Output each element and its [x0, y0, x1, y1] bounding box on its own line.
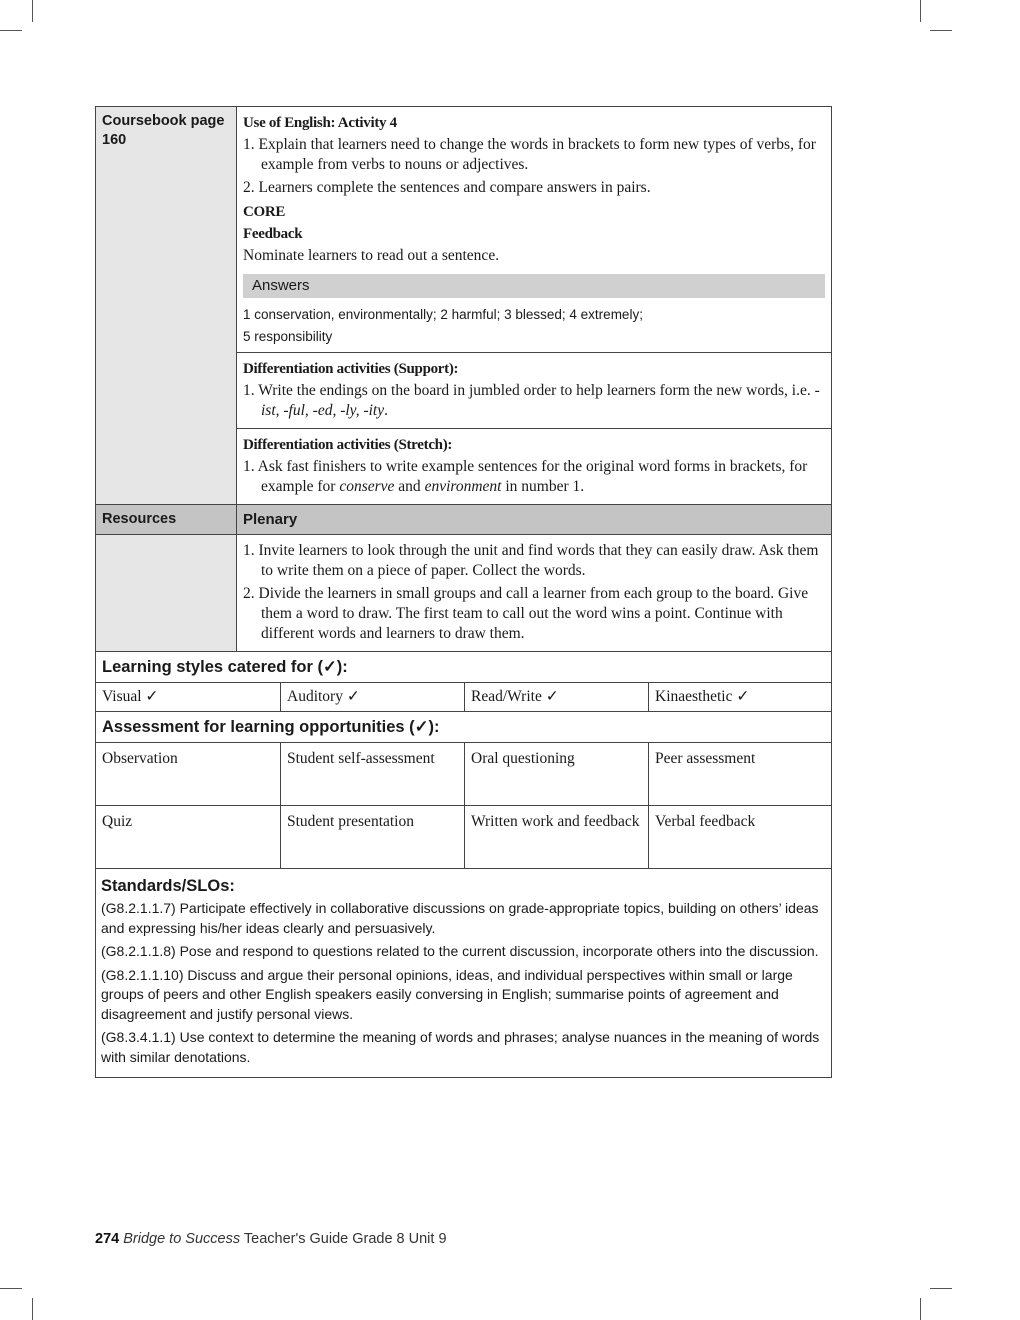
crop-mark [0, 1288, 22, 1289]
activity-step: 1. Explain that learners need to change the words in brackets to form new types of verbs, for example from verbs to nouns or adjectives. [243, 136, 816, 173]
crop-mark [0, 30, 22, 31]
learning-style-visual: Visual ✓ [102, 688, 159, 705]
plenary-row [96, 534, 831, 651]
learning-style-kinaesthetic: Kinaesthetic ✓ [648, 683, 831, 711]
footer-text: Teacher's Guide Grade 8 Unit 9 [240, 1231, 447, 1247]
core-label: CORE [243, 204, 286, 220]
support-block [237, 352, 831, 428]
crop-mark [930, 1288, 952, 1289]
crop-mark [32, 0, 33, 22]
answers-line: 5 responsibility [243, 329, 333, 344]
coursebook-label: Coursebook page 160 [96, 107, 237, 504]
plenary-item: 2. Divide the learners in small groups and call a learner from each group to the board. Give them a word to draw. The first team to call out the word wins a point. Continue with different words and learners to draw them. [243, 585, 809, 642]
standard-item: (G8.2.1.1.7) Participate effectively in collaborative discussions on grade-appropriate topics, building on others’ ideas and expressing his/her ideas clearly and persuasively. [101, 900, 819, 936]
standards-block [96, 869, 831, 1077]
learning-style-auditory: Auditory ✓ [280, 683, 464, 711]
plenary-label: Plenary [243, 511, 298, 528]
activity-title: Use of English: Activity 4 [243, 115, 397, 131]
crop-mark [920, 1298, 921, 1320]
activity-step: 2. Learners complete the sentences and compare answers in pairs. [243, 179, 651, 196]
assessment-cell: Written work and feedback [464, 806, 648, 868]
assessment-row [96, 742, 831, 805]
lesson-plan-table [95, 106, 832, 1078]
crop-mark [930, 30, 952, 31]
plenary-header-row [96, 504, 831, 534]
resources-label: Resources [96, 505, 237, 534]
feedback-text: Nominate learners to read out a sentence. [243, 247, 500, 264]
support-item [243, 381, 825, 421]
standard-item: (G8.2.1.1.8) Pose and respond to questions related to the current discussion, incorporate others into the discussion. [101, 943, 819, 959]
support-text: 1. Write the endings on the board in jumbled order to help learners form the new words, i.e. [243, 382, 815, 399]
assessment-title: Assessment for learning opportunities (✓): [102, 718, 440, 736]
crop-mark [32, 1298, 33, 1320]
activity-row [96, 107, 831, 504]
stretch-block [237, 428, 831, 504]
crop-mark [920, 0, 921, 22]
assessment-cell: Peer assessment [648, 743, 831, 805]
page-footer [95, 1231, 447, 1247]
standards-row [96, 868, 831, 1077]
assessment-cell: Observation [102, 750, 178, 767]
page-number: 274 [95, 1231, 120, 1247]
assessment-cell: Student presentation [280, 806, 464, 868]
stretch-word: conserve [339, 478, 395, 495]
support-suffix: . [384, 402, 388, 419]
activity-content [237, 107, 831, 504]
stretch-suffix: in number 1. [501, 478, 585, 495]
stretch-text: 1. Ask fast finishers to write example sentences for the original word forms in brackets, for example for [243, 458, 808, 495]
plenary-block [237, 535, 831, 651]
assessment-header [96, 711, 831, 742]
book-title: Bridge to Success [123, 1231, 241, 1247]
assessment-row [96, 805, 831, 868]
standard-item: (G8.2.1.1.10) Discuss and argue their personal opinions, ideas, and individual perspectives within small or large groups of peers and other English speakers easily conversing in English; summarise points of agreement and disagreement and justify personal views. [101, 966, 793, 1022]
plenary-content [237, 535, 831, 651]
answers-line: 1 conservation, environmentally; 2 harmful; 3 blessed; 4 extremely; [243, 307, 643, 322]
stretch-title: Differentiation activities (Stretch): [243, 437, 453, 453]
feedback-label: Feedback [243, 226, 303, 242]
stretch-word: environment [424, 478, 502, 495]
support-title: Differentiation activities (Support): [243, 361, 459, 377]
stretch-item [243, 457, 825, 497]
standards-title: Standards/SLOs: [101, 877, 235, 895]
answers-heading: Answers [243, 274, 825, 298]
assessment-cell: Verbal feedback [648, 806, 831, 868]
learning-styles-row [96, 682, 831, 711]
support-endings: -ist, -ful, -ed, -ly, -ity [261, 382, 820, 419]
assessment-cell: Oral questioning [464, 743, 648, 805]
resources-cell [96, 535, 237, 651]
standard-item: (G8.3.4.1.1) Use context to determine the meaning of words and phrases; analyse nuances in the meaning of words with similar denotations. [101, 1029, 820, 1065]
learning-styles-header [96, 651, 831, 682]
learning-styles-title: Learning styles catered for (✓): [102, 658, 348, 676]
plenary-item: 1. Invite learners to look through the unit and find words that they can easily draw. Ask them to write them on a piece of paper. Collect the words. [243, 542, 819, 579]
stretch-and: and [394, 478, 425, 495]
activity-block [237, 107, 831, 352]
assessment-cell: Student self-assessment [280, 743, 464, 805]
learning-style-readwrite: Read/Write ✓ [464, 683, 648, 711]
assessment-cell: Quiz [102, 813, 133, 830]
